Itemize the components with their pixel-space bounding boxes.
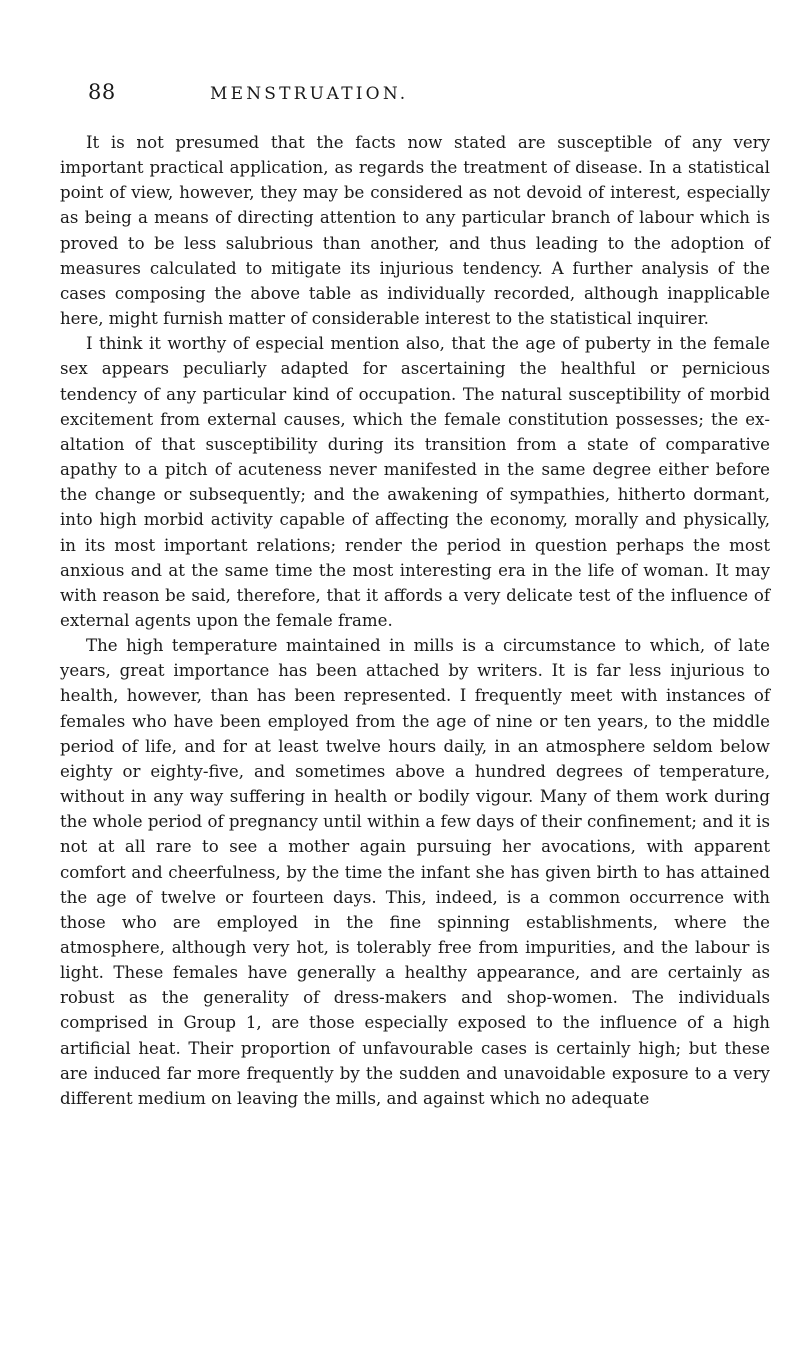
book-page [60,78,770,1108]
body-text [60,130,770,1111]
paragraph-3: The high temperature maintained in mills is a circumstance to which, of late years, great importance has been attached by writers. It is far less injurious to health, however, than has been represented. I frequently meet with instances of females who have been employed from the age of nine or ten years, to the middle period of life, and for at least twelve hours daily, in an atmosphere seldom below eighty or eighty-five, and sometimes above a hundred degrees of temperature, without in any way suffering in health or bodily vigour. Many of them work during the whole period of pregnancy until within a few days of their confinement; and it is not at all rare to see a mother again pursuing her avocations, with apparent comfort and cheerfulness, by the time the infant she has given birth to has attained the age of twelve or fourteen days. This, indeed, is a common occurrence with those who are employed in the fine spinning establishments, where the atmosphere, although very hot, is tolerably free from impurities, and the labour is light. These females have generally a healthy appearance, and are certainly as robust as the generality of dress-makers and shop-women. The individuals comprised in Group 1, are those especially exposed to the influence of a high artificial heat. Their proportion of unfavourable cases is certainly high; but these are induced far more frequently by the sudden and unavoidable exposure to a very different medium on leaving the mills, and against which no adequate [60,636,770,1108]
running-title: MENSTRUATION. [210,84,409,104]
paragraph-2: I think it worthy of especial mention also, that the age of puberty in the female sex appears peculiarly adapted for ascertaining the healthful or pernicious tendency of any particular kind of occupation. The natural susceptibility of morbid excitement from external causes, which the female constitution possesses; the exaltation of that susceptibility during its transition from a state of comparative apathy to a pitch of acuteness never manifested in the same degree either before the change or subsequently; and the awakening of sympathies, hitherto dormant, into high morbid activity capable of affecting the economy, morally and physically, in its most important relations; render the period in question perhaps the most anxious and at the same time the most interesting era in the life of woman. It may with reason be said, therefore, that it affords a very delicate test of the influence of external agents upon the female frame. [60,334,770,630]
page-number: 88 [88,80,116,104]
paragraph-1: It is not presumed that the facts now stated are susceptible of any very important practical application, as regards the treatment of disease. In a statistical point of view, however, they may be considered as not devoid of interest, especially as being a means of directing attention to any particular branch of labour which is proved to be less salubrious than another, and thus leading to the adoption of measures calculated to mitigate its injurious tendency. A further analysis of the cases composing the above table as individually recorded, although inapplicable here, might furnish matter of considerable interest to the statistical inquirer. [60,133,770,329]
running-head [60,78,770,112]
